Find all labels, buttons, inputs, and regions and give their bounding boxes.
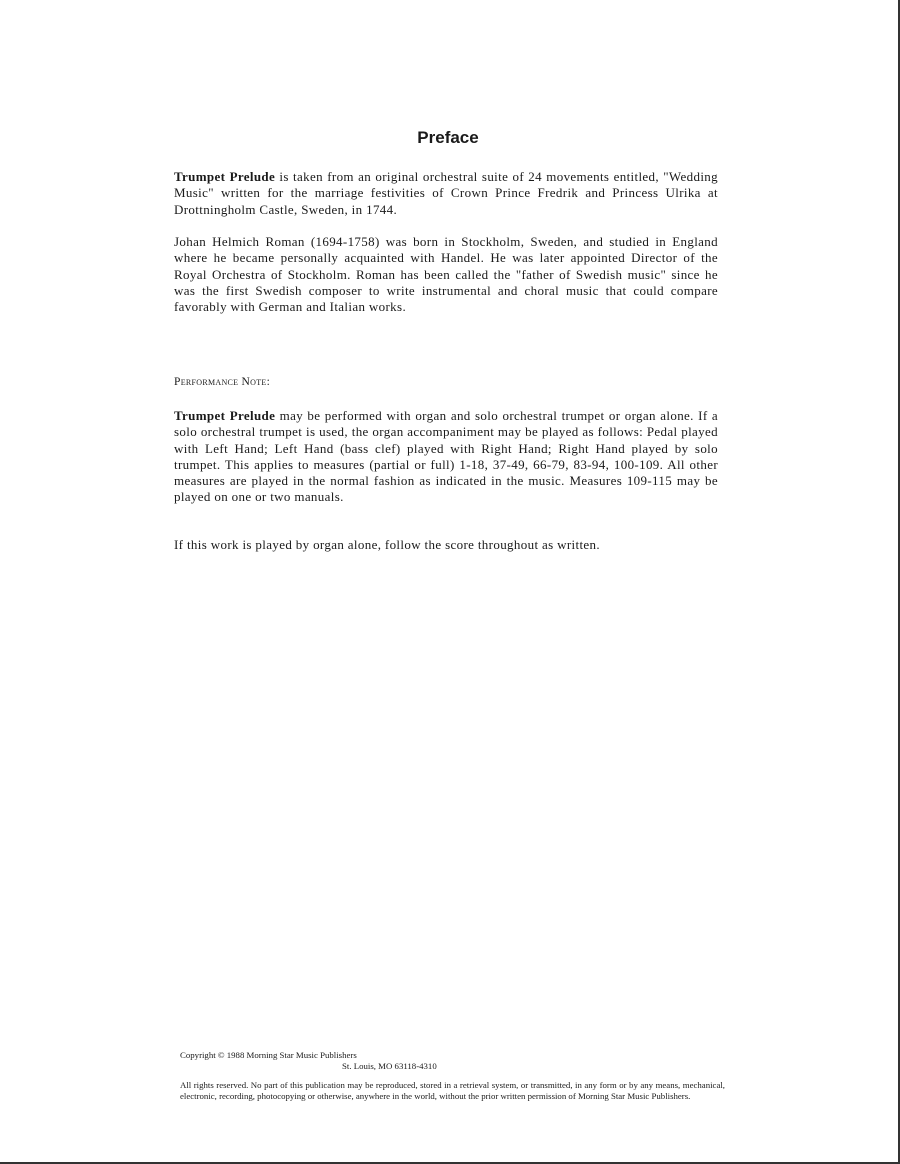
publisher-address: St. Louis, MO 63118-4310	[342, 1061, 437, 1071]
intro-text: is taken from an original orchestral suite of 24 movements entitled, "Wedding Music" written for the marriage festivities of Crown Prince Fredrik and Princess Ulrika at Drottningholm Castle, Sweden, in 1744.	[174, 169, 718, 217]
rights-notice: All rights reserved. No part of this publication may be reproduced, stored in a retrieval system, or transmitted, in any form or by any means, mechanical, electronic, recording, photocopying or otherwise, anywhere in the world, without the prior written permission of Morning Star Music Publishers.	[180, 1080, 725, 1102]
performance-note-heading: Performance Note:	[174, 376, 271, 388]
work-title: Trumpet Prelude	[174, 169, 276, 184]
performance-text: may be performed with organ and solo orchestral trumpet or organ alone. If a solo orchestral trumpet is used, the organ accompaniment may be played as follows: Pedal played with Left Hand; Left Hand (bass clef) played with Right Hand; Right Hand played by solo trumpet. This applies to measures (partial or full) 1-18, 37-49, 66-79, 83-94, 100-109. All other measures are played in the normal fashion as indicated in the music. Measures 109-115 may be played on one or two manuals.	[174, 408, 718, 505]
organ-alone-paragraph: If this work is played by organ alone, follow the score throughout as written.	[174, 537, 601, 552]
copyright-line: Copyright © 1988 Morning Star Music Publishers	[180, 1050, 357, 1060]
work-title: Trumpet Prelude	[174, 408, 276, 423]
performance-paragraph	[174, 408, 718, 506]
intro-paragraph	[174, 169, 718, 218]
copyright-notice	[180, 1050, 725, 1072]
composer-paragraph: Johan Helmich Roman (1694-1758) was born in Stockholm, Sweden, and studied in England where he became personally acquainted with Handel. He was later appointed Director of the Royal Orchestra of Stockholm. Roman has been called the "father of Swedish music" since he was the first Swedish composer to write instrumental and choral music that could compare favorably with German and Italian works.	[174, 234, 718, 315]
page-title: Preface	[417, 128, 479, 147]
